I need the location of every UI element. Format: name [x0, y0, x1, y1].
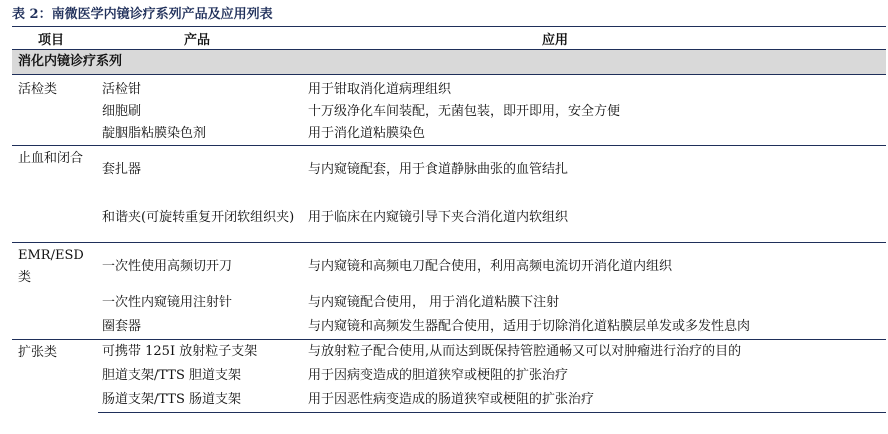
table-row: [12, 123, 886, 146]
category-cell: EMR/ESD类: [12, 243, 98, 340]
table-title: 表 2：南微医学内镜诊疗系列产品及应用列表: [12, 7, 273, 22]
application-cell: 与内窥镜和高频发生器配合使用，适用于切除消化道粘膜层单发或多发性息肉: [308, 319, 751, 334]
product-cell: 一次性使用高频切开刀: [98, 243, 304, 292]
application-cell: 用于消化道粘膜染色: [308, 126, 426, 141]
table-row: [12, 364, 886, 388]
header-item: 项目: [12, 27, 98, 50]
table-row: [12, 101, 886, 123]
table-row: [12, 75, 886, 102]
table-row: [12, 315, 886, 340]
application-cell: 用于钳取消化道病理组织: [308, 82, 452, 97]
application-cell: 用于因病变造成的胆道狭窄或梗阻的扩张治疗: [308, 368, 569, 383]
product-cell: 和谐夹(可旋转重复开闭软组织夹): [102, 210, 295, 225]
product-cell: 可携带 125I 放射粒子支架: [98, 340, 304, 365]
header-row: [12, 27, 886, 50]
section-row: [12, 50, 886, 75]
product-cell: 一次性内窥镜用注射针: [102, 295, 233, 310]
header-application: 应用: [304, 27, 886, 50]
product-cell: 靛胭脂粘膜染色剂: [102, 126, 207, 141]
product-cell: 活检钳: [102, 82, 142, 97]
category-cell: 扩张类: [12, 340, 98, 413]
product-cell: 圈套器: [102, 319, 142, 334]
table-row: [12, 388, 886, 413]
application-cell: 与内窥镜配合使用， 用于消化道粘膜下注射: [308, 295, 560, 310]
category-cell: 止血和闭合: [12, 146, 98, 243]
table-row: [12, 243, 886, 292]
table-row: [12, 340, 886, 365]
application-cell: 用于临床在内窥镜引导下夹合消化道内软组织: [308, 210, 569, 225]
application-cell: 与内窥镜配套，用于食道静脉曲张的血管结扎: [304, 146, 886, 195]
product-cell: 肠道支架/TTS 肠道支架: [98, 388, 304, 413]
application-cell: 十万级净化车间装配，无菌包装，即开即用，安全方便: [308, 104, 621, 119]
header-product: 产品: [98, 27, 304, 50]
category-cell: 活检类: [18, 82, 58, 97]
product-cell: 细胞刷: [102, 104, 142, 119]
product-cell: 套扎器: [98, 146, 304, 195]
product-cell: 胆道支架/TTS 胆道支架: [102, 368, 242, 383]
application-cell: 用于因恶性病变造成的肠道狭窄或梗阻的扩张治疗: [304, 388, 886, 413]
application-cell: 与内窥镜和高频电刀配合使用，利用高频电流切开消化道内组织: [304, 243, 886, 292]
product-table: [12, 26, 886, 413]
table-row: [12, 146, 886, 195]
application-cell: 与放射粒子配合使用,从而达到既保持管腔通畅又可以对肿瘤进行治疗的目的: [304, 340, 886, 365]
table-row: [12, 194, 886, 243]
table-row: [12, 291, 886, 315]
section-label: 消化内镜诊疗系列: [12, 50, 886, 75]
